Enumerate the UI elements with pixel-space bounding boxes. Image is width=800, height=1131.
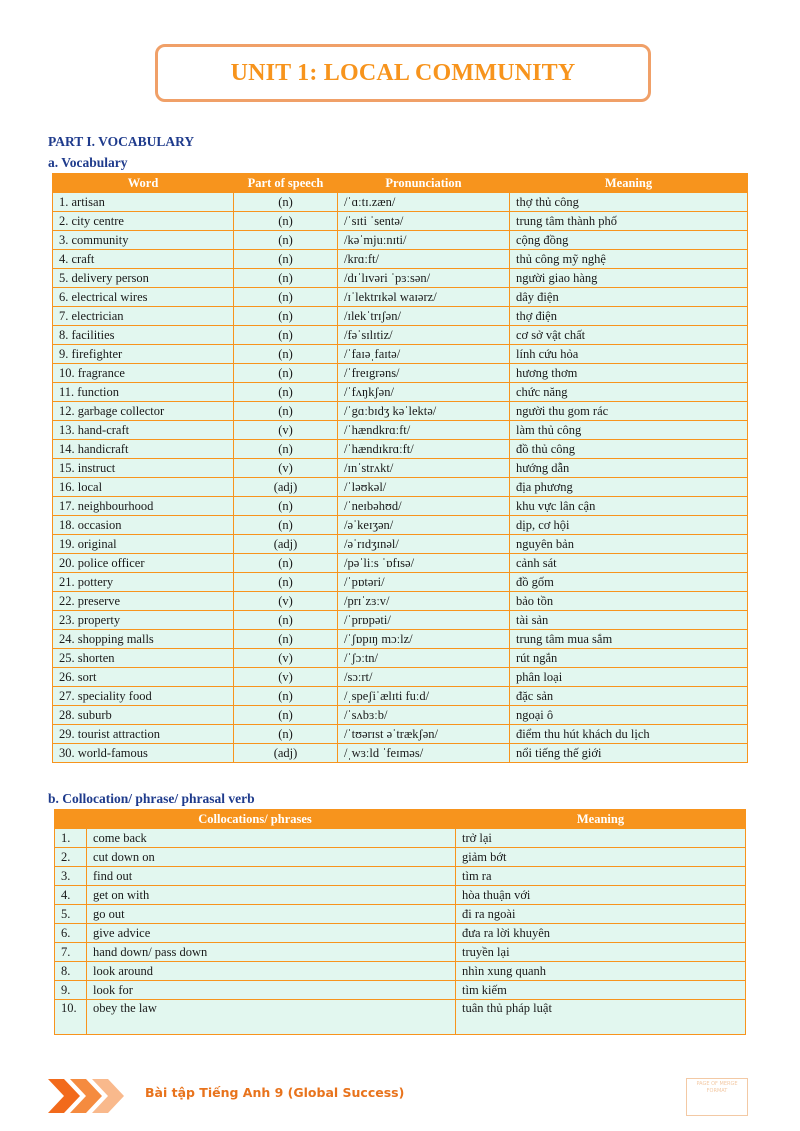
vocab-row (53, 668, 748, 687)
collocation-number: 6. (55, 924, 87, 943)
vocab-meaning: người giao hàng (510, 269, 748, 288)
vocab-row (53, 611, 748, 630)
collocation-phrase: come back (87, 829, 456, 848)
collocation-row (55, 829, 746, 848)
vocab-row (53, 440, 748, 459)
vocab-meaning: người thu gom rác (510, 402, 748, 421)
vocab-word: 28. suburb (53, 706, 234, 725)
vocab-heading: a. Vocabulary (48, 155, 128, 170)
vocab-word: 16. local (53, 478, 234, 497)
vocab-pos: (v) (234, 592, 338, 611)
vocab-pos: (v) (234, 421, 338, 440)
vocab-meaning: điểm thu hút khách du lịch (510, 725, 748, 744)
vocab-pos: (v) (234, 668, 338, 687)
vocab-pos: (adj) (234, 535, 338, 554)
vocab-word: 6. electrical wires (53, 288, 234, 307)
vocab-word: 13. hand-craft (53, 421, 234, 440)
vocab-pos: (n) (234, 383, 338, 402)
vocab-word: 7. electrician (53, 307, 234, 326)
vocab-pronunciation: /ˈprɒpəti/ (338, 611, 510, 630)
collocation-phrase: look around (87, 962, 456, 981)
footer-arrows-icon (48, 1079, 128, 1113)
vocab-pos: (n) (234, 212, 338, 231)
vocab-pos: (n) (234, 516, 338, 535)
vocab-pos: (n) (234, 288, 338, 307)
vocab-pronunciation: /fəˈsɪlɪtiz/ (338, 326, 510, 345)
vocab-row (53, 516, 748, 535)
vocab-pronunciation: /ˈhændkrɑːft/ (338, 421, 510, 440)
vocab-header-row (53, 174, 748, 193)
vocab-meaning: làm thủ công (510, 421, 748, 440)
vocab-row (53, 535, 748, 554)
vocab-row (53, 554, 748, 573)
collocation-row (55, 848, 746, 867)
vocab-row (53, 364, 748, 383)
vocab-word: 12. garbage collector (53, 402, 234, 421)
collocation-number: 7. (55, 943, 87, 962)
collocation-meaning: nhìn xung quanh (456, 962, 746, 981)
vocab-word: 2. city centre (53, 212, 234, 231)
collocation-number: 5. (55, 905, 87, 924)
vocab-word: 11. function (53, 383, 234, 402)
vocab-word: 30. world-famous (53, 744, 234, 763)
vocab-pronunciation: /ˈsʌbɜːb/ (338, 706, 510, 725)
vocab-pos: (adj) (234, 478, 338, 497)
vocab-row (53, 421, 748, 440)
collocation-phrase: go out (87, 905, 456, 924)
vocab-row (53, 326, 748, 345)
part-heading: PART I. VOCABULARY (48, 134, 195, 149)
vocab-row (53, 402, 748, 421)
vocab-pos: (n) (234, 250, 338, 269)
collocation-meaning: trở lại (456, 829, 746, 848)
vocab-pronunciation: /ˈfreɪgrəns/ (338, 364, 510, 383)
vocab-pronunciation: /sɔːrt/ (338, 668, 510, 687)
collocation-row (55, 886, 746, 905)
vocab-pronunciation: /ɪˈlektrɪkəl waɪərz/ (338, 288, 510, 307)
vocab-pronunciation: /ˈʃɒpɪŋ mɔːlz/ (338, 630, 510, 649)
collocation-meaning: đưa ra lời khuyên (456, 924, 746, 943)
vocab-meaning: dịp, cơ hội (510, 516, 748, 535)
collocation-meaning: truyền lại (456, 943, 746, 962)
collocation-phrase: get on with (87, 886, 456, 905)
vocab-word: 5. delivery person (53, 269, 234, 288)
vocab-meaning: thợ điện (510, 307, 748, 326)
collocation-row (55, 924, 746, 943)
vocab-meaning: cộng đồng (510, 231, 748, 250)
collocation-number: 10. (55, 1000, 87, 1035)
collocation-meaning: tuân thủ pháp luật (456, 1000, 746, 1035)
page-stamp: PAGE OF MERGE FORMAT (686, 1078, 748, 1116)
vocab-meaning: đặc sản (510, 687, 748, 706)
footer-text: Bài tập Tiếng Anh 9 (Global Success) (145, 1085, 405, 1100)
vocab-row (53, 193, 748, 212)
collocation-meaning: tìm ra (456, 867, 746, 886)
vocab-row (53, 706, 748, 725)
collocation-phrase: hand down/ pass down (87, 943, 456, 962)
vocab-pronunciation: /ɪnˈstrʌkt/ (338, 459, 510, 478)
vocab-word: 27. speciality food (53, 687, 234, 706)
vocab-word: 10. fragrance (53, 364, 234, 383)
collocation-row (55, 1000, 746, 1035)
vocab-row (53, 573, 748, 592)
vocab-word: 29. tourist attraction (53, 725, 234, 744)
vocab-pronunciation: /prɪˈzɜːv/ (338, 592, 510, 611)
vocab-pos: (v) (234, 649, 338, 668)
vocab-meaning: lính cứu hỏa (510, 345, 748, 364)
vocab-pos: (n) (234, 573, 338, 592)
vocab-pos: (n) (234, 630, 338, 649)
vocab-pos: (n) (234, 193, 338, 212)
title-box (155, 44, 651, 102)
vocab-pronunciation: /kəˈmjuːnɪti/ (338, 231, 510, 250)
vocab-word: 24. shopping malls (53, 630, 234, 649)
vocab-pronunciation: /ˈgɑːbɪdʒ kəˈlektə/ (338, 402, 510, 421)
vocab-word: 19. original (53, 535, 234, 554)
vocab-pronunciation: /ɪlekˈtrɪʃən/ (338, 307, 510, 326)
vocab-pronunciation: /ˌspeʃiˈælɪti fuːd/ (338, 687, 510, 706)
vocab-word: 18. occasion (53, 516, 234, 535)
vocab-pronunciation: /əˈrɪdʒɪnəl/ (338, 535, 510, 554)
collocation-header-row (55, 810, 746, 829)
vocab-word: 21. pottery (53, 573, 234, 592)
vocab-word: 26. sort (53, 668, 234, 687)
vocab-pronunciation: /ˈpɒtəri/ (338, 573, 510, 592)
vocab-meaning: ngoại ô (510, 706, 748, 725)
vocab-word: 1. artisan (53, 193, 234, 212)
collocation-phrase: cut down on (87, 848, 456, 867)
vocab-row (53, 231, 748, 250)
collocation-phrase: give advice (87, 924, 456, 943)
collocation-number: 2. (55, 848, 87, 867)
vocab-meaning: đồ thủ công (510, 440, 748, 459)
collocation-phrase: look for (87, 981, 456, 1000)
collocation-number: 9. (55, 981, 87, 1000)
vocab-pronunciation: /ˈhændɪkrɑːft/ (338, 440, 510, 459)
vocab-meaning: rút ngắn (510, 649, 748, 668)
collocation-meaning: giảm bớt (456, 848, 746, 867)
vocab-row (53, 687, 748, 706)
collocation-body (55, 829, 746, 1035)
vocab-pos: (n) (234, 554, 338, 573)
vocab-pos: (n) (234, 687, 338, 706)
vocab-pronunciation: /ˈɑːtɪ.zæn/ (338, 193, 510, 212)
vocab-pos: (n) (234, 497, 338, 516)
vocab-meaning: phân loại (510, 668, 748, 687)
vocab-pos: (n) (234, 307, 338, 326)
collocation-meaning: đi ra ngoài (456, 905, 746, 924)
vocab-row (53, 212, 748, 231)
vocab-word: 9. firefighter (53, 345, 234, 364)
collocation-row (55, 867, 746, 886)
vocab-pronunciation: /ˈtʊərɪst əˈtrækʃən/ (338, 725, 510, 744)
vocab-row (53, 497, 748, 516)
vocab-row (53, 288, 748, 307)
vocab-pos: (n) (234, 345, 338, 364)
header-word: Word (53, 174, 234, 193)
collocation-meaning: hòa thuận với (456, 886, 746, 905)
vocab-pos: (n) (234, 364, 338, 383)
vocab-row (53, 345, 748, 364)
vocab-meaning: hương thơm (510, 364, 748, 383)
vocab-meaning: dây điện (510, 288, 748, 307)
vocab-meaning: khu vực lân cận (510, 497, 748, 516)
vocab-meaning: thủ công mỹ nghệ (510, 250, 748, 269)
vocab-pronunciation: /əˈkeɪʒən/ (338, 516, 510, 535)
vocab-body (53, 193, 748, 763)
vocab-pronunciation: /ˌwɜːld ˈfeɪməs/ (338, 744, 510, 763)
vocab-meaning: thợ thủ công (510, 193, 748, 212)
collocation-phrase: obey the law (87, 1000, 456, 1035)
vocab-word: 15. instruct (53, 459, 234, 478)
vocab-row (53, 269, 748, 288)
vocab-pronunciation: /ˈsɪti ˈsentə/ (338, 212, 510, 231)
vocab-meaning: cảnh sát (510, 554, 748, 573)
header-phrase: Collocations/ phrases (55, 810, 456, 829)
page-title: UNIT 1: LOCAL COMMUNITY (230, 59, 576, 86)
vocab-meaning: địa phương (510, 478, 748, 497)
vocab-pos: (v) (234, 459, 338, 478)
vocab-meaning: chức năng (510, 383, 748, 402)
vocab-row (53, 592, 748, 611)
header-meaning: Meaning (510, 174, 748, 193)
vocab-pos: (n) (234, 706, 338, 725)
vocab-row (53, 630, 748, 649)
vocab-word: 23. property (53, 611, 234, 630)
vocab-row (53, 459, 748, 478)
vocab-row (53, 307, 748, 326)
vocab-pos: (n) (234, 231, 338, 250)
vocab-meaning: nguyên bản (510, 535, 748, 554)
collocation-phrase: find out (87, 867, 456, 886)
header-pronunciation: Pronunciation (338, 174, 510, 193)
vocab-row (53, 649, 748, 668)
vocab-word: 17. neighbourhood (53, 497, 234, 516)
vocab-pronunciation: /pəˈliːs ˈɒfɪsə/ (338, 554, 510, 573)
vocab-row (53, 383, 748, 402)
vocab-pronunciation: /dɪˈlɪvəri ˈpɜːsən/ (338, 269, 510, 288)
vocab-word: 20. police officer (53, 554, 234, 573)
vocab-row (53, 744, 748, 763)
vocab-row (53, 478, 748, 497)
collocation-number: 4. (55, 886, 87, 905)
vocab-pronunciation: /ˈfaɪəˌfaɪtə/ (338, 345, 510, 364)
vocab-word: 25. shorten (53, 649, 234, 668)
vocab-pos: (n) (234, 402, 338, 421)
vocab-word: 8. facilities (53, 326, 234, 345)
header-colloc-meaning: Meaning (456, 810, 746, 829)
collocation-row (55, 962, 746, 981)
vocab-meaning: đồ gốm (510, 573, 748, 592)
vocab-meaning: trung tâm mua sắm (510, 630, 748, 649)
vocab-pos: (n) (234, 269, 338, 288)
collocation-row (55, 905, 746, 924)
vocab-pronunciation: /ˈʃɔːtn/ (338, 649, 510, 668)
collocation-heading: b. Collocation/ phrase/ phrasal verb (48, 791, 255, 806)
vocab-word: 3. community (53, 231, 234, 250)
vocab-meaning: hướng dẫn (510, 459, 748, 478)
vocab-pos: (n) (234, 326, 338, 345)
vocab-pronunciation: /ˈləʊkəl/ (338, 478, 510, 497)
collocation-number: 3. (55, 867, 87, 886)
collocation-row (55, 981, 746, 1000)
collocation-number: 1. (55, 829, 87, 848)
vocab-meaning: bảo tồn (510, 592, 748, 611)
vocab-row (53, 250, 748, 269)
vocab-word: 4. craft (53, 250, 234, 269)
vocab-meaning: tài sản (510, 611, 748, 630)
vocab-pos: (n) (234, 611, 338, 630)
vocab-pronunciation: /krɑːft/ (338, 250, 510, 269)
collocation-table (54, 809, 746, 1035)
vocab-meaning: nổi tiếng thế giới (510, 744, 748, 763)
vocab-word: 22. preserve (53, 592, 234, 611)
collocation-row (55, 943, 746, 962)
vocab-meaning: cơ sở vật chất (510, 326, 748, 345)
vocab-pos: (n) (234, 440, 338, 459)
vocab-pos: (n) (234, 725, 338, 744)
header-pos: Part of speech (234, 174, 338, 193)
vocab-pronunciation: /ˈfʌŋkʃən/ (338, 383, 510, 402)
vocab-row (53, 725, 748, 744)
vocab-table (52, 173, 748, 763)
vocab-pronunciation: /ˈneɪbəhʊd/ (338, 497, 510, 516)
vocab-pos: (adj) (234, 744, 338, 763)
vocab-meaning: trung tâm thành phố (510, 212, 748, 231)
vocab-word: 14. handicraft (53, 440, 234, 459)
collocation-meaning: tìm kiếm (456, 981, 746, 1000)
collocation-number: 8. (55, 962, 87, 981)
